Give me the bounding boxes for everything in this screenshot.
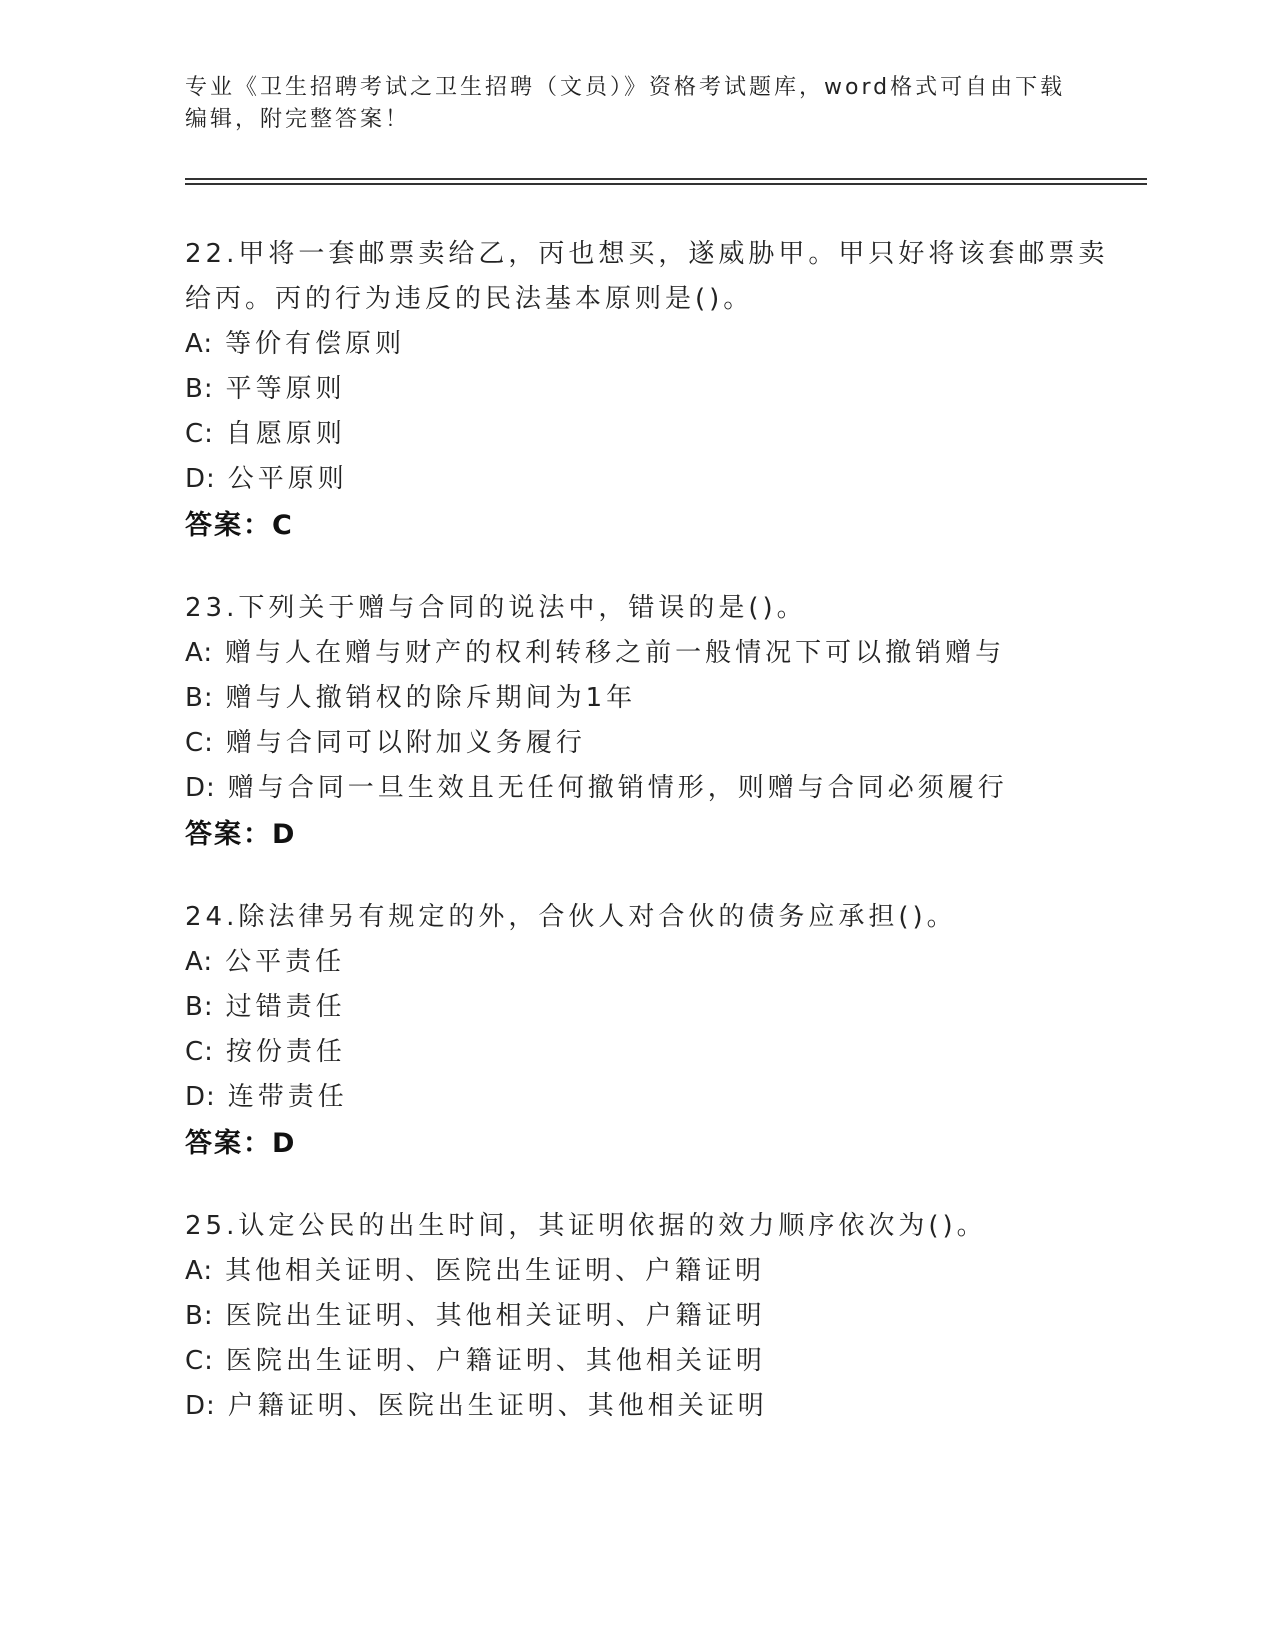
option-a <box>185 322 1145 367</box>
option-text: 过错责任 <box>225 992 346 1022</box>
option-c <box>185 721 1145 766</box>
question-24 <box>185 895 1145 1168</box>
option-d <box>185 766 1145 811</box>
option-text: 户籍证明、医院出生证明、其他相关证明 <box>227 1391 768 1421</box>
option-letter: B: <box>185 683 214 713</box>
question-stem: 22.甲将一套邮票卖给乙，丙也想买，遂威胁甲。甲只好将该套邮票卖 <box>185 239 1109 269</box>
option-c <box>185 1339 1145 1384</box>
header-divider-top <box>185 178 1147 180</box>
option-text: 医院出生证明、其他相关证明、户籍证明 <box>225 1301 766 1331</box>
option-a <box>185 1249 1145 1294</box>
option-text: 自愿原则 <box>225 419 346 449</box>
option-text: 赠与合同可以附加义务履行 <box>225 728 586 758</box>
option-letter: C: <box>185 419 214 449</box>
header-divider-bottom <box>185 183 1147 185</box>
option-d <box>185 1075 1145 1120</box>
option-text: 平等原则 <box>225 374 346 404</box>
option-letter: D: <box>185 464 216 494</box>
option-text: 公平责任 <box>225 947 346 977</box>
document-header <box>185 72 1085 136</box>
option-d <box>185 1384 1145 1429</box>
option-text: 按份责任 <box>225 1037 346 1067</box>
answer-label: 答案：D <box>185 1128 297 1159</box>
option-text: 赠与合同一旦生效且无任何撤销情形，则赠与合同必须履行 <box>227 773 1008 803</box>
option-text: 赠与人撤销权的除斥期间为1年 <box>225 683 637 713</box>
option-letter: D: <box>185 773 216 803</box>
option-letter: D: <box>185 1082 216 1112</box>
option-letter: B: <box>185 374 214 404</box>
question-25 <box>185 1204 1145 1429</box>
option-letter: B: <box>185 1301 214 1331</box>
question-list <box>185 232 1145 1465</box>
option-b <box>185 367 1145 412</box>
header-line-1: 专业《卫生招聘考试之卫生招聘（文员）》资格考试题库，word格式可自由下载 <box>185 75 1066 100</box>
option-letter: C: <box>185 1346 214 1376</box>
option-c <box>185 412 1145 457</box>
option-a <box>185 631 1145 676</box>
option-c <box>185 1030 1145 1075</box>
option-text: 其他相关证明、医院出生证明、户籍证明 <box>225 1256 766 1286</box>
question-22 <box>185 232 1145 550</box>
option-text: 医院出生证明、户籍证明、其他相关证明 <box>225 1346 766 1376</box>
option-letter: C: <box>185 1037 214 1067</box>
option-letter: A: <box>185 1256 214 1286</box>
option-d <box>185 457 1145 502</box>
option-letter: A: <box>185 947 214 977</box>
option-letter: C: <box>185 728 214 758</box>
question-stem: 24.除法律另有规定的外，合伙人对合伙的债务应承担()。 <box>185 902 957 932</box>
option-b <box>185 1294 1145 1339</box>
option-letter: A: <box>185 638 214 668</box>
option-b <box>185 985 1145 1030</box>
option-letter: A: <box>185 329 214 359</box>
answer-label: 答案：D <box>185 819 297 850</box>
option-letter: D: <box>185 1391 216 1421</box>
option-text: 赠与人在赠与财产的权利转移之前一般情况下可以撤销赠与 <box>225 638 1006 668</box>
question-stem: 23.下列关于赠与合同的说法中，错误的是()。 <box>185 593 807 623</box>
answer-label: 答案：C <box>185 510 294 541</box>
option-text: 等价有偿原则 <box>225 329 406 359</box>
option-text: 公平原则 <box>227 464 348 494</box>
question-stem: 25.认定公民的出生时间，其证明依据的效力顺序依次为()。 <box>185 1211 987 1241</box>
question-stem-continued: 给丙。丙的行为违反的民法基本原则是()。 <box>185 284 754 314</box>
option-b <box>185 676 1145 721</box>
option-a <box>185 940 1145 985</box>
option-text: 连带责任 <box>227 1082 348 1112</box>
question-23 <box>185 586 1145 859</box>
option-letter: B: <box>185 992 214 1022</box>
header-line-2: 编辑，附完整答案！ <box>185 107 411 132</box>
